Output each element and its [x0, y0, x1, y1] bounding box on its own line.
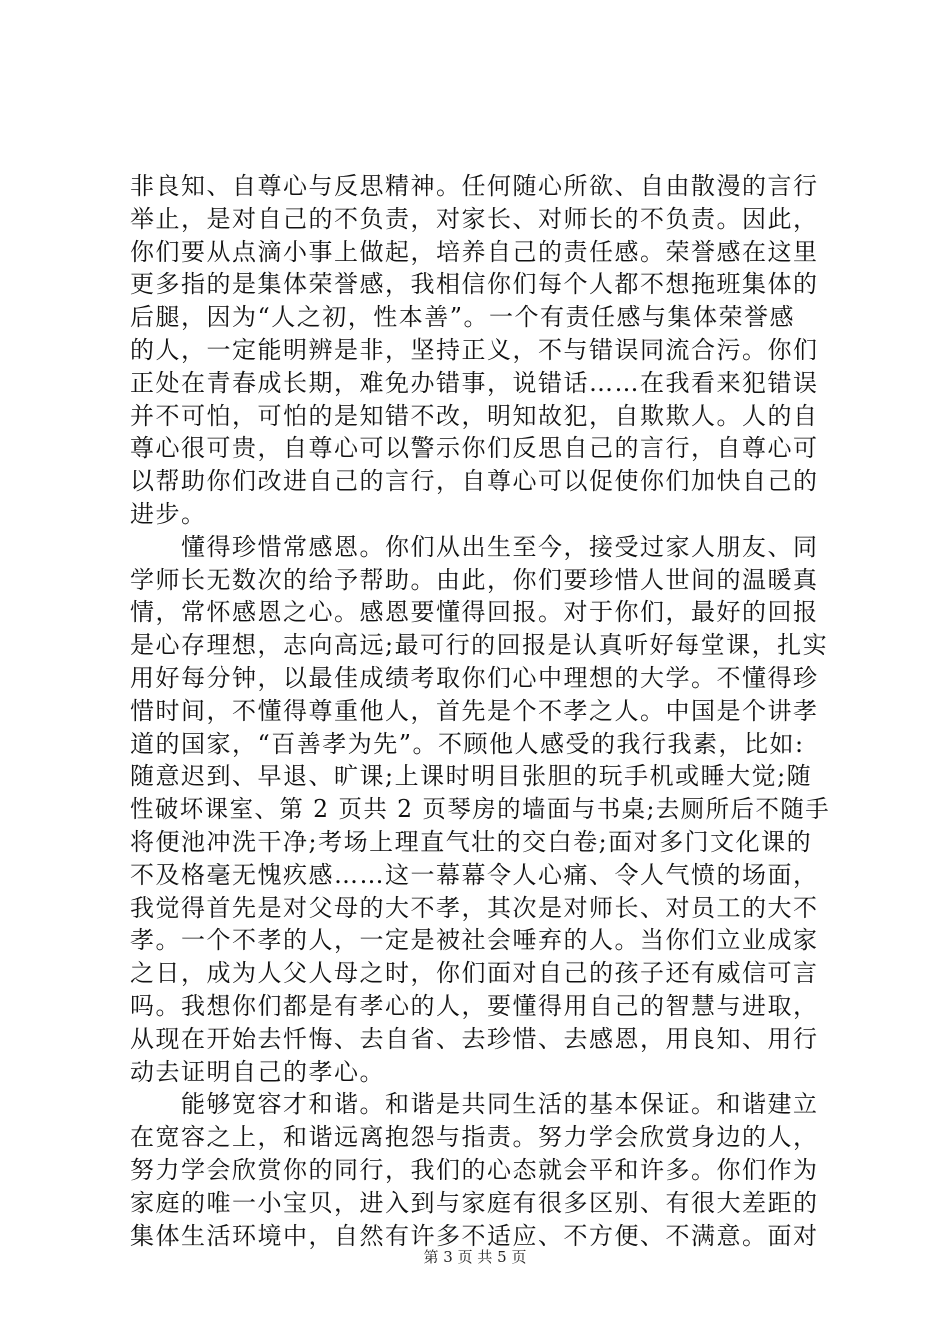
text-line: 不及格毫无愧疚感……这一幕幕令人心痛、令人气愤的场面， [130, 860, 819, 889]
text-line: 性破坏课室、第 2 页共 2 页琴房的墙面与书桌;去厕所后不随手 [130, 795, 831, 824]
text-line: 你们要从点滴小事上做起，培养自己的责任感。荣誉感在这里 [130, 237, 819, 266]
text-line: 之日，成为人父人母之时，你们面对自己的孩子还有威信可言 [130, 959, 819, 988]
text-line: 的人，一定能明辨是非，坚持正义，不与错误同流合污。你们 [130, 335, 819, 364]
text-line: 学师长无数次的给予帮助。由此，你们要珍惜人世间的温暖真 [130, 565, 819, 594]
text-line: 将便池冲洗干净;考场上理直气壮的交白卷;面对多门文化课的 [130, 827, 813, 856]
text-line: 努力学会欣赏你的同行，我们的心态就会平和许多。你们作为 [130, 1155, 819, 1184]
text-line: 从现在开始去忏悔、去自省、去珍惜、去感恩，用良知、用行 [130, 1024, 819, 1053]
text-line: 道的国家，“百善孝为先”。不顾他人感受的我行我素，比如: [130, 729, 805, 758]
text-line: 家庭的唯一小宝贝，进入到与家庭有很多区别、有很大差距的 [130, 1188, 819, 1217]
text-line: 随意迟到、早退、旷课;上课时明目张胆的玩手机或睡大觉;随 [130, 762, 813, 791]
text-line: 举止，是对自己的不负责，对家长、对师长的不负责。因此， [130, 204, 819, 233]
page-number-footer: 第 3 页 共 5 页 [423, 1248, 527, 1266]
text-line: 懂得珍惜常感恩。你们从出生至今，接受过家人朋友、同 [130, 532, 819, 561]
text-line: 能够宽容才和谐。和谐是共同生活的基本保证。和谐建立 [130, 1090, 819, 1119]
text-line: 惜时间，不懂得尊重他人，首先是个不孝之人。中国是个讲孝 [130, 696, 819, 725]
text-line: 以帮助你们改进自己的言行，自尊心可以促使你们加快自己的 [130, 467, 819, 496]
text-line: 动去证明自己的孝心。 [130, 1057, 385, 1086]
text-line: 进步。 [130, 499, 207, 528]
document-body [130, 170, 830, 1252]
text-line: 用好每分钟，以最佳成绩考取你们心中理想的大学。不懂得珍 [130, 663, 819, 692]
text-line: 正处在青春成长期，难免办错事，说错话……在我看来犯错误 [130, 368, 819, 397]
text-line: 是心存理想，志向高远;最可行的回报是认真听好每堂课，扎实 [130, 631, 829, 660]
text-line: 非良知、自尊心与反思精神。任何随心所欲、自由散漫的言行 [130, 172, 819, 200]
text-line: 并不可怕，可怕的是知错不改，明知故犯，自欺欺人。人的自 [130, 401, 819, 430]
text-line: 孝。一个不孝的人，一定是被社会唾弃的人。当你们立业成家 [130, 926, 819, 955]
text-line: 尊心很可贵，自尊心可以警示你们反思自己的言行，自尊心可 [130, 434, 819, 463]
text-line: 集体生活环境中，自然有许多不适应、不方便、不满意。面对 [130, 1221, 819, 1250]
text-line: 吗。我想你们都是有孝心的人，要懂得用自己的智慧与进取， [130, 991, 819, 1020]
text-line: 更多指的是集体荣誉感，我相信你们每个人都不想拖班集体的 [130, 270, 819, 299]
text-line: 我觉得首先是对父母的大不孝，其次是对师长、对员工的大不 [130, 893, 819, 922]
text-line: 情，常怀感恩之心。感恩要懂得回报。对于你们，最好的回报 [130, 598, 819, 627]
text-line: 后腿，因为“人之初，性本善”。一个有责任感与集体荣誉感 [130, 303, 796, 332]
text-line: 在宽容之上，和谐远离抱怨与指责。努力学会欣赏身边的人， [130, 1123, 819, 1152]
